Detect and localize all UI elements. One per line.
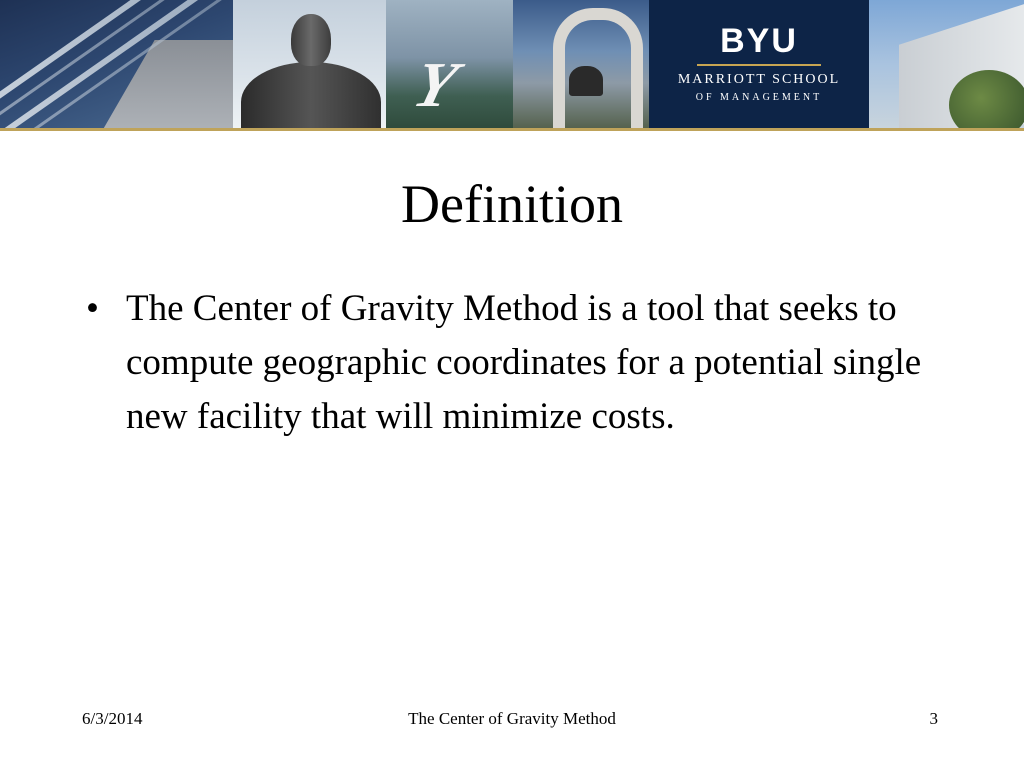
bell-icon [569,66,603,96]
header-banner [0,0,1024,128]
bullet-dot-icon: • [86,288,99,329]
banner-photo-statue [233,0,386,128]
school-name-line2: OF MANAGEMENT [695,92,823,103]
y-logo-icon: Y [406,49,465,120]
banner-photo-y-mountain [386,0,513,128]
logo-divider [697,64,821,66]
byu-logo-text: BYU [720,22,798,60]
banner-photo-architecture [0,0,233,128]
slide-title: Definition [401,174,623,234]
banner-photo-building [869,0,1024,128]
footer-date: 6/3/2014 [82,709,143,728]
banner-gold-rule [0,128,1024,131]
footer-page-number: 3 [929,709,938,728]
banner-photo-bell-tower [513,0,649,128]
bullet-text: The Center of Gravity Method is a tool that seeks to compute geographic coordinates for a potential single new facility that will minimize costs. [126,288,922,437]
bullet-list [86,282,946,444]
byu-marriott-logo [649,0,869,128]
footer-title: The Center of Gravity Method [408,709,616,728]
school-name-line1: MARRIOTT SCHOOL [677,72,841,87]
bullet-item [86,282,946,444]
